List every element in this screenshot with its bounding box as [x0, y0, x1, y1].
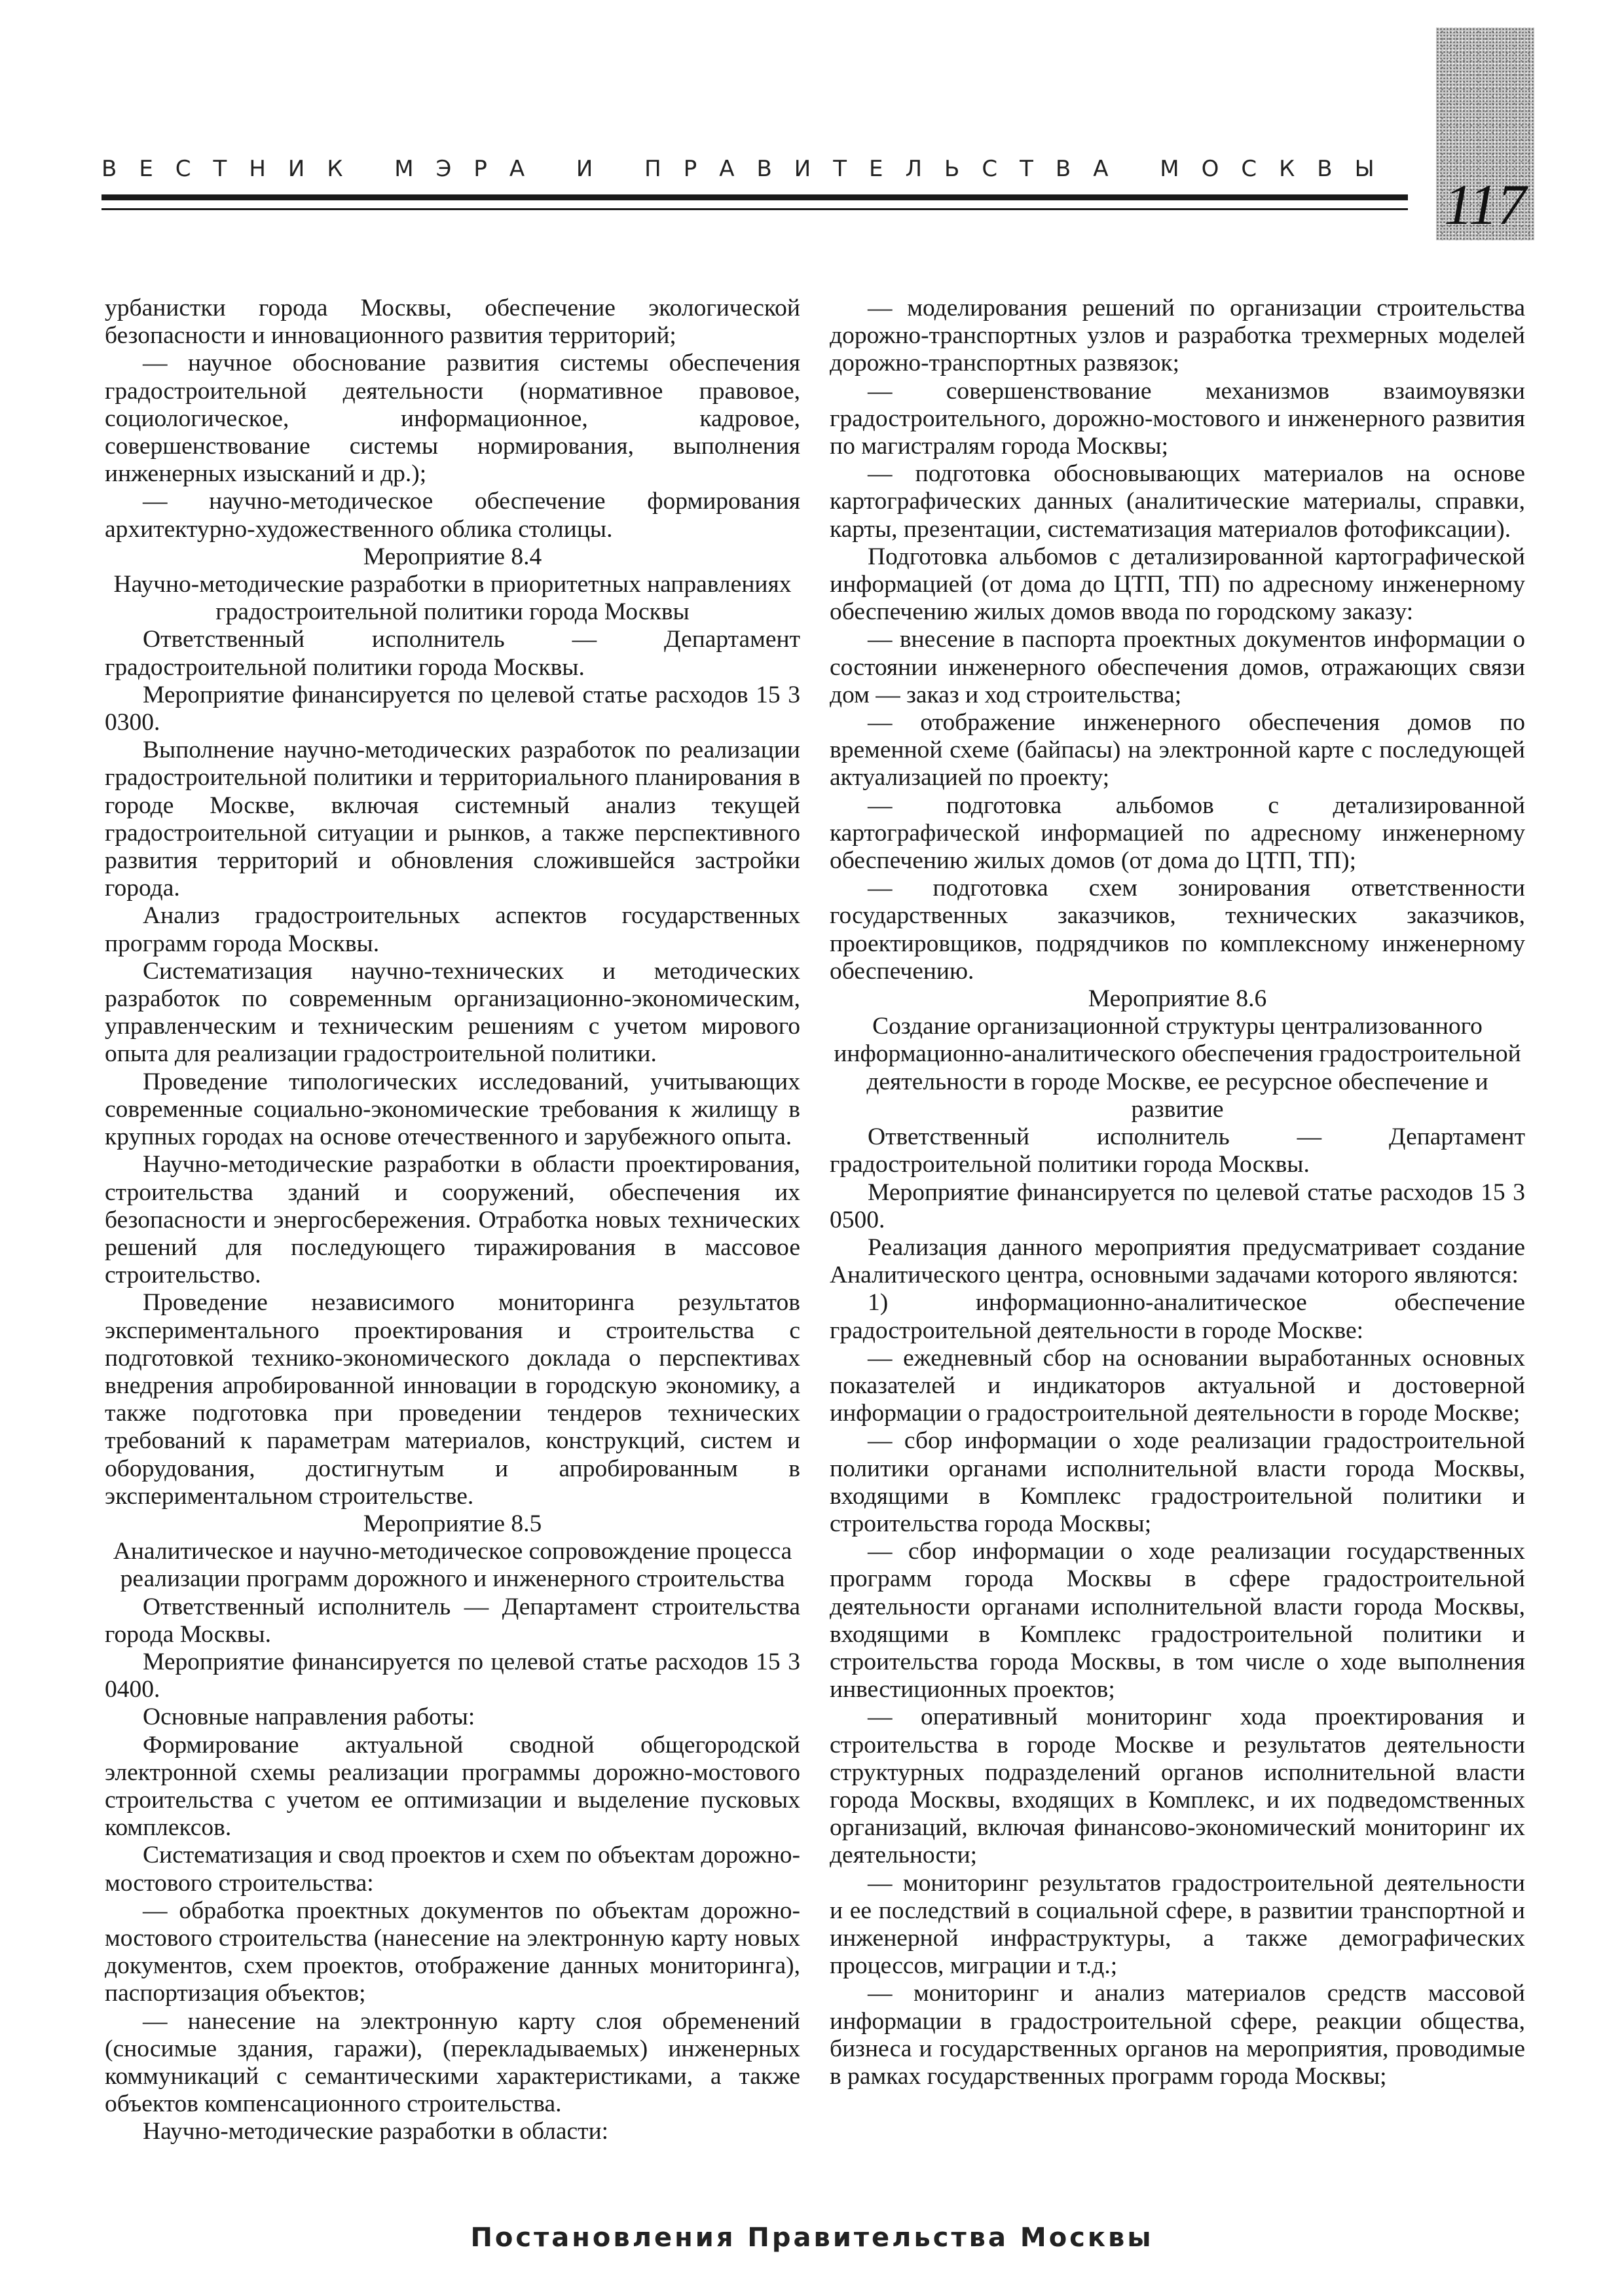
- paragraph: Мероприятие финансируется по целевой статье расходов 15 3 0500.: [830, 1178, 1525, 1233]
- header-rule-thick: [101, 194, 1408, 200]
- paragraph: 1) информационно-аналитическое обеспечение градостроительной деятельности в городе Москве:: [830, 1289, 1525, 1344]
- page-number-block: [1436, 27, 1534, 240]
- paragraph: Научно-методические разработки в области проектирования, строительства зданий и сооружений, обеспечения их безопасности и энергосбережения. Отработка новых технических решений для последующего тиражирования в массовое строительство.: [105, 1151, 800, 1289]
- section-heading: Мероприятие 8.6: [1088, 985, 1267, 1013]
- paragraph: — мониторинг результатов градостроительной деятельности и ее последствий в социальной сфере, в развитии транспортной и инженерной инфраструктуры, а также демографических процессов, миграции и т.д.;: [830, 1869, 1525, 1980]
- paragraph: Систематизация научно-технических и методических разработок по современным организационно-экономическим, управленческим и техническим решениям с учетом мирового опыта для реализации градостроительной политики.: [105, 957, 800, 1068]
- right-column: [830, 295, 1525, 2090]
- paragraph: — ежедневный сбор на основании выработанных основных показателей и индикаторов актуальной и достоверной информации о градостроительной деятельности в городе Москве;: [830, 1344, 1525, 1427]
- paragraph: Ответственный исполнитель — Департамент строительства города Москвы.: [105, 1593, 800, 1648]
- left-column: [105, 295, 800, 2146]
- paragraph: Анализ градостроительных аспектов государственных программ города Москвы.: [105, 902, 800, 957]
- page-number: 117: [1444, 173, 1526, 237]
- section-heading: Научно-методические разработки в приоритетных направлениях градостроительной политики города Москвы: [113, 571, 792, 626]
- paragraph: Мероприятие финансируется по целевой статье расходов 15 3 0300.: [105, 681, 800, 737]
- paragraph: — оперативный мониторинг хода проектирования и строительства в городе Москве и результатов деятельности структурных подразделений органов исполнительной власти города Москвы, входящих в Комплекс, и их подведомственных организаций, включая финансово-экономический мониторинг их деятельности;: [830, 1704, 1525, 1869]
- paragraph: Проведение типологических исследований, учитывающих современные социально-экономические требования к жилищу в крупных городах на основе отечественного и зарубежного опыта.: [105, 1068, 800, 1151]
- paragraph: — научное обоснование развития системы обеспечения градостроительной деятельности (нормативное правовое, социологическое, информационное, кадровое, совершенствование системы нормирования, выполнения инженерных изысканий и др.);: [105, 350, 800, 488]
- paragraph: — совершенствование механизмов взаимоувязки градостроительного, дорожно-мостового и инженерного развития по магистралям города Москвы;: [830, 377, 1525, 460]
- paragraph: — научно-методическое обеспечение формирования архитектурно-художественного облика столицы.: [105, 488, 800, 543]
- paragraph: Проведение независимого мониторинга результатов экспериментального проектирования и строительства с подготовкой технико-экономического доклада о перспективах внедрения апробированной инновации в городскую экономику, а также подготовка при проведении тендеров технических требований к параметрам материалов, конструкций, систем и оборудования, достигнутым и апробированным в экспериментальном строительстве.: [105, 1289, 800, 1510]
- paragraph: — отображение инженерного обеспечения домов по временной схеме (байпасы) на электронной карте с последующей актуализацией по проекту;: [830, 709, 1525, 792]
- paragraph: — подготовка схем зонирования ответственности государственных заказчиков, технических заказчиков, проектировщиков, подрядчиков по комплексному инженерному обеспечению.: [830, 875, 1525, 985]
- paragraph: Основные направления работы:: [143, 1704, 475, 1731]
- paragraph: — сбор информации о ходе реализации градостроительной политики органами исполнительной власти города Москвы, входящими в Комплекс градостроительной политики и строительства города Москвы;: [830, 1427, 1525, 1537]
- paragraph: — нанесение на электронную карту слоя обременений (сносимые здания, гаражи), (перекладываемых) инженерных коммуникаций с семантическими характеристиками, а также объектов компенсационного строительства.: [105, 2007, 800, 2118]
- section-heading: Аналитическое и научно-методическое сопровождение процесса реализации программ дорожного и инженерного строительства: [113, 1538, 792, 1593]
- paragraph: — мониторинг и анализ материалов средств массовой информации в градостроительной сфере, реакции общества, бизнеса и государственных органов на мероприятия, проводимые в рамках государственных программ города Москвы;: [830, 1980, 1525, 2090]
- footer-section-title: Постановления Правительства Москвы: [470, 2223, 1154, 2253]
- section-heading: Мероприятие 8.4: [363, 543, 542, 570]
- paragraph: Выполнение научно-методических разработок по реализации градостроительной политики и территориального планирования в городе Москве, включая системный анализ текущей градостроительной ситуации и рынков, а также перспективного развития территорий и обновления сложившейся застройки города.: [105, 737, 800, 902]
- paragraph: урбанистки города Москвы, обеспечение экологической безопасности и инновационного развития территорий;: [105, 295, 800, 350]
- paragraph: Формирование актуальной сводной общегородской электронной схемы реализации программы дорожно-мостового строительства с учетом ее оптимизации и выделение пусковых комплексов.: [105, 1731, 800, 1842]
- paragraph: — подготовка обосновывающих материалов на основе картографических данных (аналитические материалы, справки, карты, презентации, систематизация материалов фотофиксации).: [830, 460, 1525, 543]
- paragraph: Подготовка альбомов с детализированной картографической информацией (от дома до ЦТП, ТП) по адресному инженерному обеспечению жилых домов ввода по городскому заказу:: [830, 543, 1525, 626]
- paragraph: — внесение в паспорта проектных документов информации о состоянии инженерного обеспечения домов, отражающих связи дом — заказ и ход строительства;: [830, 626, 1525, 708]
- header-rule-thin: [101, 208, 1408, 210]
- section-heading: Создание организационной структуры централизованного информационно-аналитического обеспечения градостроительной деятельности в городе Москве, ее ресурсное обеспечение и развитие: [834, 1013, 1521, 1123]
- paragraph: Ответственный исполнитель — Департамент градостроительной политики города Москвы.: [105, 626, 800, 681]
- paragraph: Реализация данного мероприятия предусматривает создание Аналитического центра, основными задачами которого являются:: [830, 1233, 1525, 1289]
- section-heading: Мероприятие 8.5: [363, 1510, 542, 1537]
- paragraph: Систематизация и свод проектов и схем по объектам дорожно-мостового строительства:: [105, 1842, 800, 1897]
- paragraph: — сбор информации о ходе реализации государственных программ города Москвы в сфере градостроительной деятельности органами исполнительной власти города Москвы, входящими в Комплекс градостроительной политики и строительства города Москвы, в том числе о ходе выполнения инвестиционных проектов;: [830, 1538, 1525, 1704]
- journal-title: ВЕСТНИК МЭРА И ПРАВИТЕЛЬСТВА МОСКВЫ: [101, 156, 1397, 182]
- paragraph: — подготовка альбомов с детализированной картографической информацией по адресному инженерному обеспечению жилых домов (от дома до ЦТП, ТП);: [830, 792, 1525, 875]
- paragraph: — моделирования решений по организации строительства дорожно-транспортных узлов и разработка трехмерных моделей дорожно-транспортных развязок;: [830, 295, 1525, 377]
- paragraph: Ответственный исполнитель — Департамент градостроительной политики города Москвы.: [830, 1123, 1525, 1178]
- paragraph: Научно-методические разработки в области:: [143, 2118, 609, 2145]
- paragraph: Мероприятие финансируется по целевой статье расходов 15 3 0400.: [105, 1648, 800, 1704]
- paragraph: — обработка проектных документов по объектам дорожно-мостового строительства (нанесение на электронную карту новых документов, схем проектов, отображение данных мониторинга), паспортизация объектов;: [105, 1897, 800, 2007]
